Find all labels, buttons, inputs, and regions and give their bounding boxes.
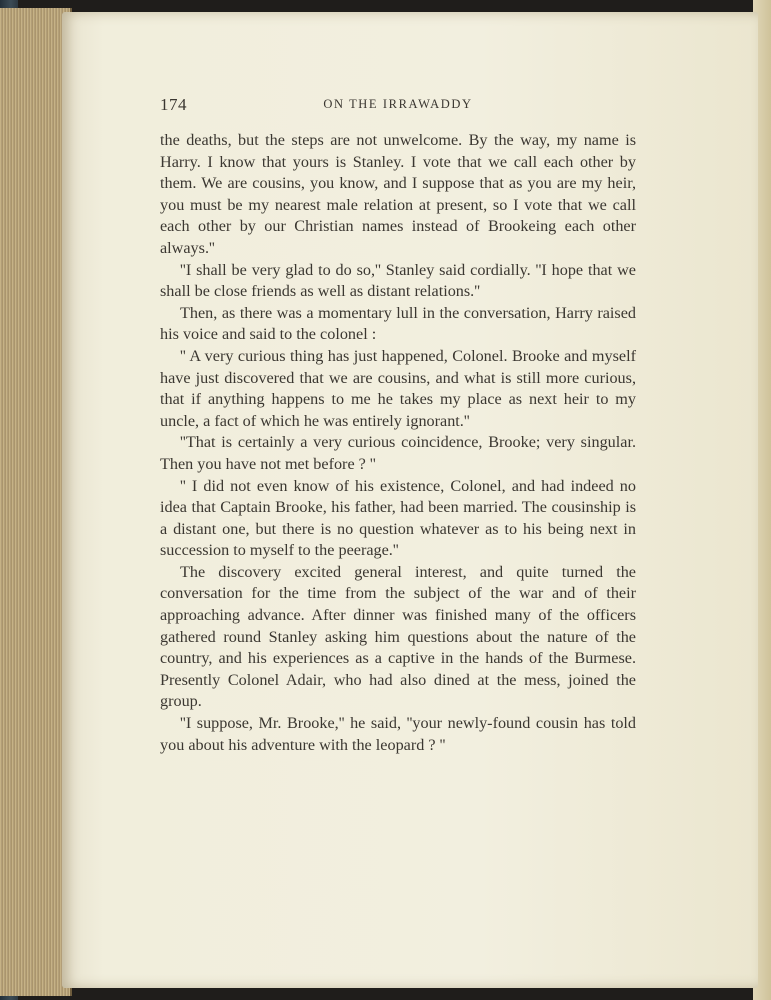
paragraph: The discovery excited general interest, and quite turned the conversation for the time from the subject of the war and of their approaching advance. After dinner was finished many of the officers gathered round Stanley asking him questions about the nature of the country, and his experiences as a captive in the hands of the Burmese. Presently Colonel Adair, who had also dined at the mess, joined the group.	[160, 562, 636, 711]
running-title: ON THE IRRAWADDY	[323, 97, 473, 111]
paragraph: ''That is certainly a very curious coincidence, Brooke; very singular. Then you have not met before ? ''	[160, 433, 636, 473]
body-text	[160, 130, 636, 756]
paragraph: ''I shall be very glad to do so,'' Stanley said cordially. ''I hope that we shall be close friends as well as distant relations.''	[160, 260, 636, 301]
page-number: 174	[160, 95, 187, 114]
paragraph: '' A very curious thing has just happened, Colonel. Brooke and myself have just discovered that we are cousins, and what is still more curious, that if anything happens to me he takes my place as next heir to my uncle, a fact of which he was entirely ignorant.''	[160, 346, 636, 430]
running-head	[160, 95, 636, 115]
paragraph: ''I suppose, Mr. Brooke,'' he said, ''your newly-found cousin has told you about his adventure with the leopard ? ''	[160, 714, 636, 754]
paragraph: Then, as there was a momentary lull in the conversation, Harry raised his voice and said to the colonel :	[160, 303, 636, 344]
paragraph: '' I did not even know of his existence, Colonel, and had indeed no idea that Captain Brooke, his father, had been married. The cousinship is a distant one, but there is no question whatever as to his being next in succession to myself to the peerage.''	[160, 476, 636, 560]
paragraph: the deaths, but the steps are not unwelcome. By the way, my name is Harry. I know that yours is Stanley. I vote that we call each other by them. We are cousins, you know, and I suppose that as you are my heir, you must be my nearest male relation at present, so I vote that we call each other by our Christian names instead of Brookeing each other always.''	[160, 131, 636, 257]
